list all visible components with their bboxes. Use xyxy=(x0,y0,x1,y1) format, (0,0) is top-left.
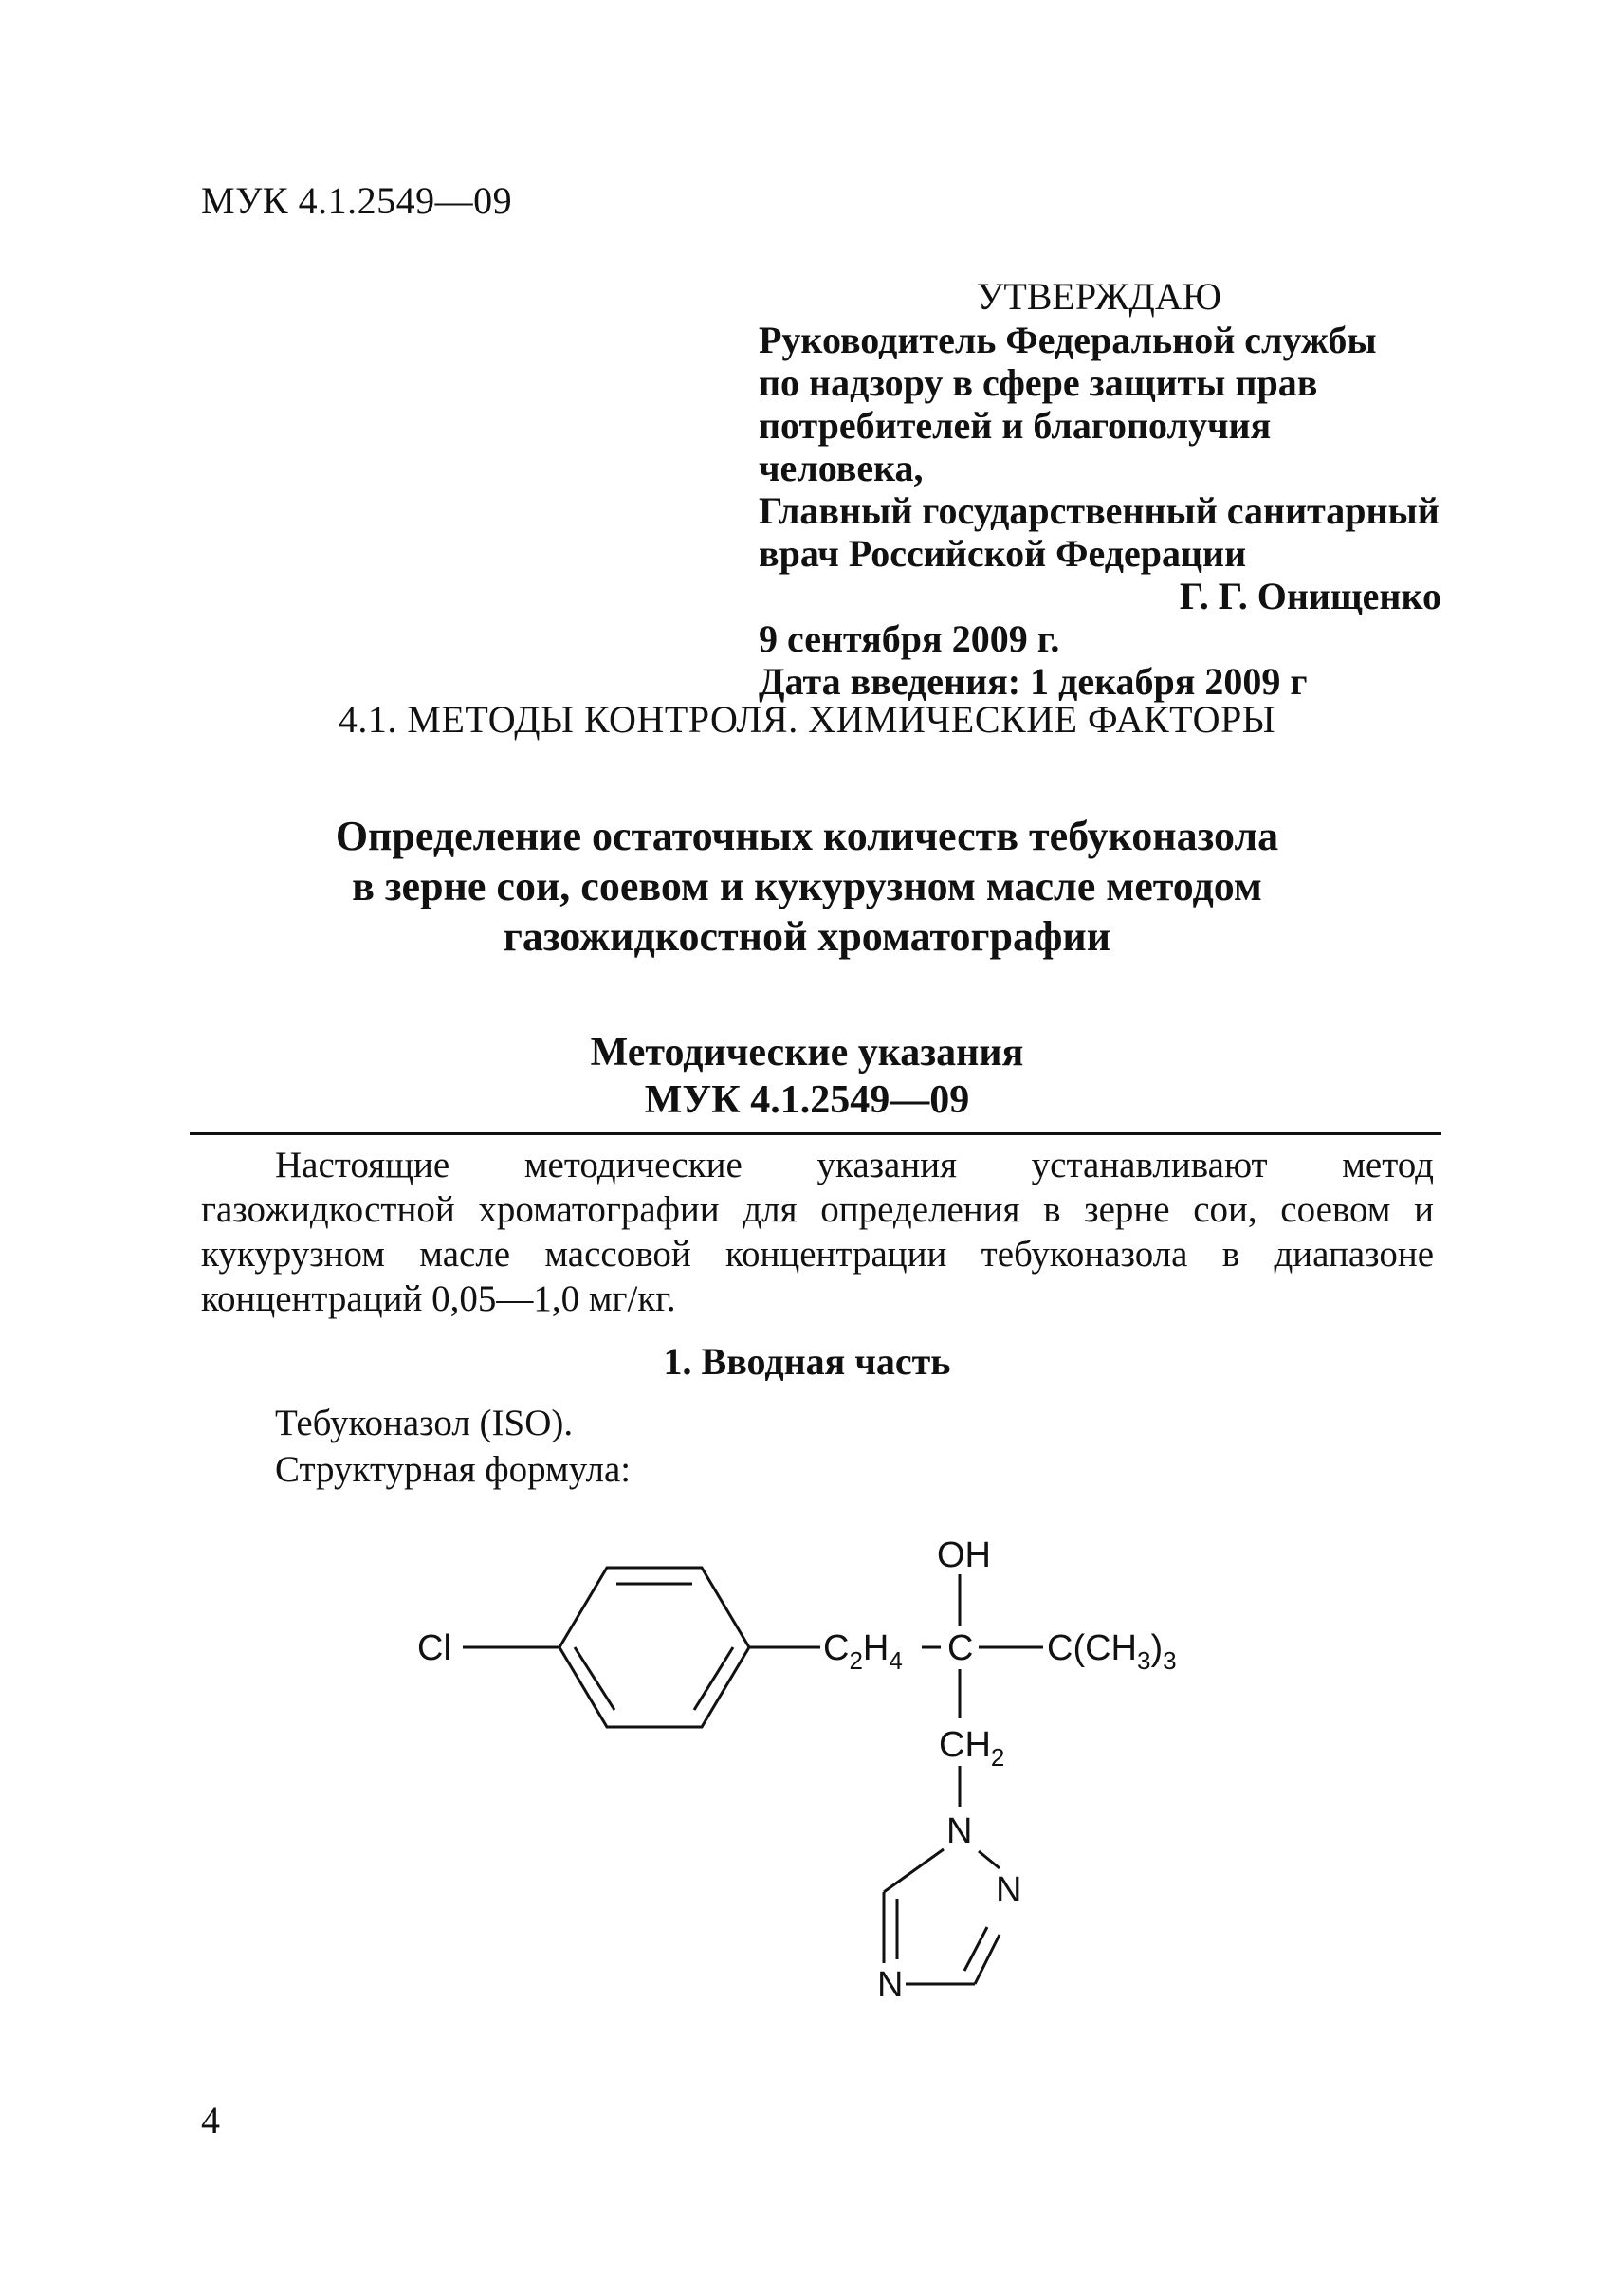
document-code: МУК 4.1.2549—09 xyxy=(201,179,513,222)
section-heading: 4.1. МЕТОДЫ КОНТРОЛЯ. ХИМИЧЕСКИЕ ФАКТОРЫ xyxy=(338,698,1276,741)
triazole-bond xyxy=(884,1849,944,1892)
guidelines-type: Методические указания xyxy=(590,1031,1024,1075)
ethylene-group xyxy=(823,1628,903,1675)
horizontal-rule xyxy=(190,1132,1441,1135)
introduction-heading: 1. Вводная часть xyxy=(663,1340,951,1383)
approval-line: врач Российской Федерации xyxy=(759,532,1247,575)
formula-symbol: C xyxy=(823,1628,850,1668)
introduction-date: Дата введения: 1 декабря 2009 г xyxy=(759,660,1308,703)
formula-symbol: H xyxy=(862,1628,890,1668)
triazole-bond xyxy=(979,1851,1000,1868)
approval-heading: УТВЕРЖДАЮ xyxy=(977,275,1221,318)
compound-name: Тебуконазол (ISO). xyxy=(275,1403,574,1443)
formula-subscript: 3 xyxy=(1136,1646,1151,1675)
title-line: газожидкостной хроматографии xyxy=(503,913,1111,960)
document-title xyxy=(0,811,1614,962)
methylene-group xyxy=(939,1725,1004,1772)
chlorine-atom: Cl xyxy=(417,1628,451,1668)
approval-line: Руководитель Федеральной службы xyxy=(759,319,1377,361)
page-number: 4 xyxy=(201,2099,220,2141)
formula-symbol: CH xyxy=(939,1725,991,1765)
double-bond xyxy=(575,1647,614,1710)
formula-subscript: 4 xyxy=(889,1646,903,1675)
guidelines-code: МУК 4.1.2549—09 xyxy=(644,1078,970,1122)
formula-symbol: C(CH xyxy=(1047,1628,1137,1668)
approval-date: 9 сентября 2009 г. xyxy=(759,617,1060,660)
approval-line: потребителей и благополучия человека, xyxy=(759,404,1272,489)
hydroxyl-group: OH xyxy=(937,1535,991,1575)
nitrogen-atom: N xyxy=(877,1965,904,2005)
central-carbon: C xyxy=(947,1628,974,1668)
benzene-ring xyxy=(559,1568,749,1727)
structural-formula xyxy=(417,1517,1271,2011)
double-bond xyxy=(694,1647,733,1710)
nitrogen-atom: N xyxy=(996,1870,1022,1910)
title-line: в зерне сои, соевом и кукурузном масле методом xyxy=(352,863,1262,909)
nitrogen-atom: N xyxy=(946,1811,973,1851)
approval-block xyxy=(759,275,1441,703)
tert-butyl-group xyxy=(1047,1628,1177,1675)
approval-line: по надзору в сфере защиты прав xyxy=(759,361,1318,404)
approval-line: Главный государственный санитарный xyxy=(759,489,1440,532)
formula-label: Структурная формула: xyxy=(275,1449,632,1490)
title-line: Определение остаточных количеств тебуконазола xyxy=(335,813,1279,859)
formula-symbol: ) xyxy=(1150,1628,1164,1668)
formula-subscript: 2 xyxy=(990,1743,1005,1772)
intro-paragraph: Настоящие методические указания устанавливают метод газожидкостной хроматографии для определения в зерне сои, соевом и кукурузном масле массовой концентрации тебуконазола в диапазоне концентраций 0,05—1,0 мг/кг. xyxy=(201,1145,1434,1319)
approval-signer: Г. Г. Онищенко xyxy=(1179,575,1441,617)
formula-subscript: 3 xyxy=(1163,1646,1177,1675)
guidelines-block xyxy=(0,1029,1614,1124)
formula-subscript: 2 xyxy=(849,1646,863,1675)
